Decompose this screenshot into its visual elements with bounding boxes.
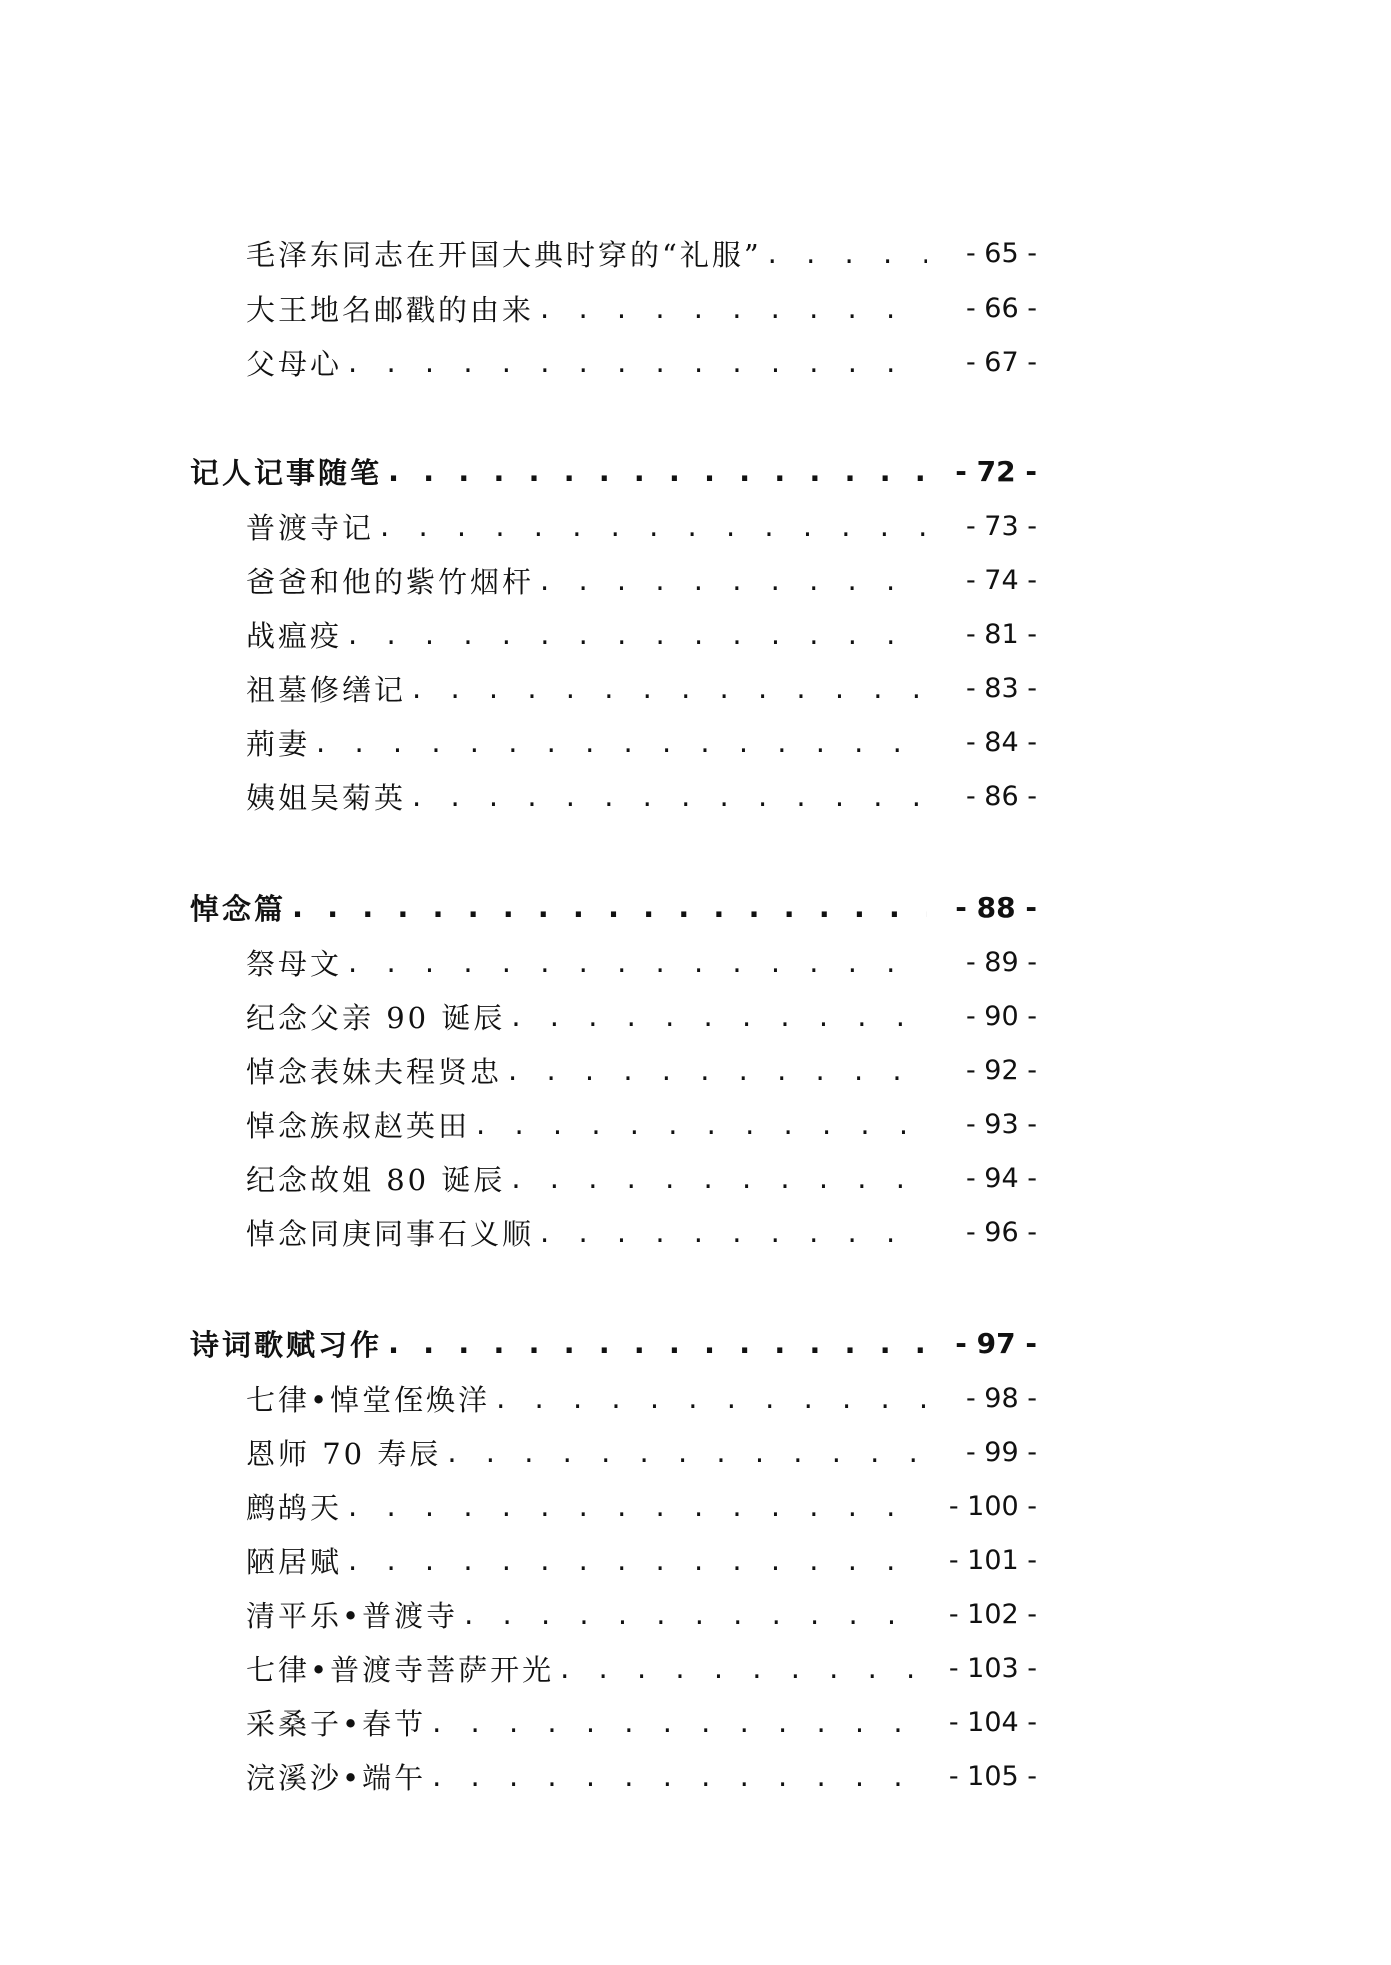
dot-leader xyxy=(348,945,927,979)
toc-page-number: - 102 - xyxy=(948,1598,1037,1630)
toc-entry-title: 记人记事随笔 xyxy=(190,455,383,490)
toc-entry-title: 浣溪沙•端午 xyxy=(246,1760,427,1795)
toc-page-number: - 105 - xyxy=(948,1760,1037,1792)
dot-leader xyxy=(348,1543,927,1577)
toc-entry-title: 悼念族叔赵英田 xyxy=(246,1108,471,1143)
toc-page-number: - 104 - xyxy=(948,1706,1037,1738)
toc-entry-title: 荊妻 xyxy=(246,726,311,761)
toc-entry-title: 恩师 70 寿辰 xyxy=(246,1436,442,1471)
dot-leader xyxy=(292,890,927,924)
toc-entry-title: 清平乐•普渡寺 xyxy=(246,1598,459,1633)
toc-page-number: - 73 - xyxy=(965,510,1037,542)
toc-page-number: - 93 - xyxy=(965,1108,1037,1140)
dot-leader xyxy=(540,291,927,325)
dot-leader xyxy=(348,617,927,651)
toc-page-number: - 83 - xyxy=(965,672,1037,704)
toc-entry[interactable] xyxy=(246,1425,1037,1479)
toc-page-number: - 101 - xyxy=(948,1544,1037,1576)
toc-page-number: - 67 - xyxy=(965,346,1037,378)
toc-entry[interactable] xyxy=(246,1587,1037,1641)
dot-leader xyxy=(464,1597,927,1631)
dot-leader xyxy=(432,1759,927,1793)
toc-page-number: - 88 - xyxy=(955,890,1037,924)
toc-page-number: - 74 - xyxy=(965,564,1037,596)
toc-entry[interactable] xyxy=(246,226,1037,280)
toc-entry-title: 纪念父亲 90 诞辰 xyxy=(246,1000,506,1035)
toc-entry-title: 采桑子•春节 xyxy=(246,1706,427,1741)
toc-page-number: - 96 - xyxy=(965,1216,1037,1248)
toc-page-number: - 99 - xyxy=(965,1436,1037,1468)
toc-entry[interactable] xyxy=(246,1151,1037,1205)
toc-entry[interactable] xyxy=(246,607,1037,661)
dot-leader xyxy=(511,1161,927,1195)
toc-entry-title: 七律•普渡寺菩萨开光 xyxy=(246,1652,555,1687)
toc-page-number: - 92 - xyxy=(965,1054,1037,1086)
dot-leader xyxy=(540,1215,927,1249)
dot-leader xyxy=(412,779,927,813)
toc-entry[interactable] xyxy=(246,335,1037,389)
toc-entry-title: 纪念故姐 80 诞辰 xyxy=(246,1162,506,1197)
toc-entry[interactable] xyxy=(246,1641,1037,1695)
toc-page-number: - 97 - xyxy=(955,1326,1037,1360)
dot-leader xyxy=(540,563,927,597)
toc-section-heading[interactable] xyxy=(190,444,1037,498)
toc-entry[interactable] xyxy=(246,661,1037,715)
toc-entry[interactable] xyxy=(246,499,1037,553)
toc-entry-title: 祖墓修缮记 xyxy=(246,672,407,707)
toc-entry[interactable] xyxy=(246,1097,1037,1151)
toc-entry-title: 祭母文 xyxy=(246,946,343,981)
toc-page-number: - 98 - xyxy=(965,1382,1037,1414)
toc-entry-title: 七律•悼堂侄焕洋 xyxy=(246,1382,491,1417)
dot-leader xyxy=(316,725,927,759)
toc-entry-title: 悼念同庚同事石义顺 xyxy=(246,1216,535,1251)
toc-page-number: - 81 - xyxy=(965,618,1037,650)
toc-entry[interactable] xyxy=(246,1205,1037,1259)
dot-leader xyxy=(511,999,927,1033)
toc-entry-title: 姨姐吴菊英 xyxy=(246,780,407,815)
toc-entry-title: 悼念表妹夫程贤忠 xyxy=(246,1054,503,1089)
toc-page-number: - 84 - xyxy=(965,726,1037,758)
toc-entry[interactable] xyxy=(246,1533,1037,1587)
toc-entry-title: 毛泽东同志在开国大典时穿的“礼服” xyxy=(246,237,762,272)
toc-entry[interactable] xyxy=(246,715,1037,769)
dot-leader xyxy=(447,1435,927,1469)
toc-entry[interactable] xyxy=(246,989,1037,1043)
dot-leader xyxy=(432,1705,927,1739)
toc-entry-title: 悼念篇 xyxy=(190,891,287,926)
toc-section-heading[interactable] xyxy=(190,1316,1037,1370)
toc-page-number: - 89 - xyxy=(965,946,1037,978)
dot-leader xyxy=(476,1107,927,1141)
toc-entry[interactable] xyxy=(246,1371,1037,1425)
toc-page-number: - 100 - xyxy=(948,1490,1037,1522)
toc-page-number: - 94 - xyxy=(965,1162,1037,1194)
toc-entry[interactable] xyxy=(246,1043,1037,1097)
dot-leader xyxy=(412,671,927,705)
toc-entry[interactable] xyxy=(246,769,1037,823)
toc-entry-title: 战瘟疫 xyxy=(246,618,343,653)
toc-entry[interactable] xyxy=(246,281,1037,335)
dot-leader xyxy=(380,509,927,543)
dot-leader xyxy=(768,236,927,270)
toc-entry[interactable] xyxy=(246,1695,1037,1749)
dot-leader xyxy=(388,1326,927,1360)
toc-entry-title: 大王地名邮戳的由来 xyxy=(246,292,535,327)
toc-page-number: - 86 - xyxy=(965,780,1037,812)
toc-entry[interactable] xyxy=(246,935,1037,989)
toc-page-number: - 65 - xyxy=(965,237,1037,269)
dot-leader xyxy=(388,454,927,488)
toc-entry-title: 爸爸和他的紫竹烟杆 xyxy=(246,564,535,599)
toc-page-number: - 90 - xyxy=(965,1000,1037,1032)
toc-page-number: - 72 - xyxy=(955,454,1037,488)
dot-leader xyxy=(560,1651,927,1685)
toc-entry[interactable] xyxy=(246,1749,1037,1803)
toc-section-heading[interactable] xyxy=(190,880,1037,934)
dot-leader xyxy=(348,345,927,379)
dot-leader xyxy=(496,1381,927,1415)
toc-page-number: - 103 - xyxy=(948,1652,1037,1684)
toc-entry[interactable] xyxy=(246,1479,1037,1533)
dot-leader xyxy=(508,1053,927,1087)
toc-entry-title: 鹧鸪天 xyxy=(246,1490,343,1525)
toc-entry-title: 普渡寺记 xyxy=(246,510,375,545)
toc-entry-title: 陋居赋 xyxy=(246,1544,343,1579)
dot-leader xyxy=(348,1489,927,1523)
toc-entry-title: 诗词歌赋习作 xyxy=(190,1327,383,1362)
toc-entry-title: 父母心 xyxy=(246,346,343,381)
toc-entry[interactable] xyxy=(246,553,1037,607)
toc-page-number: - 66 - xyxy=(965,292,1037,324)
